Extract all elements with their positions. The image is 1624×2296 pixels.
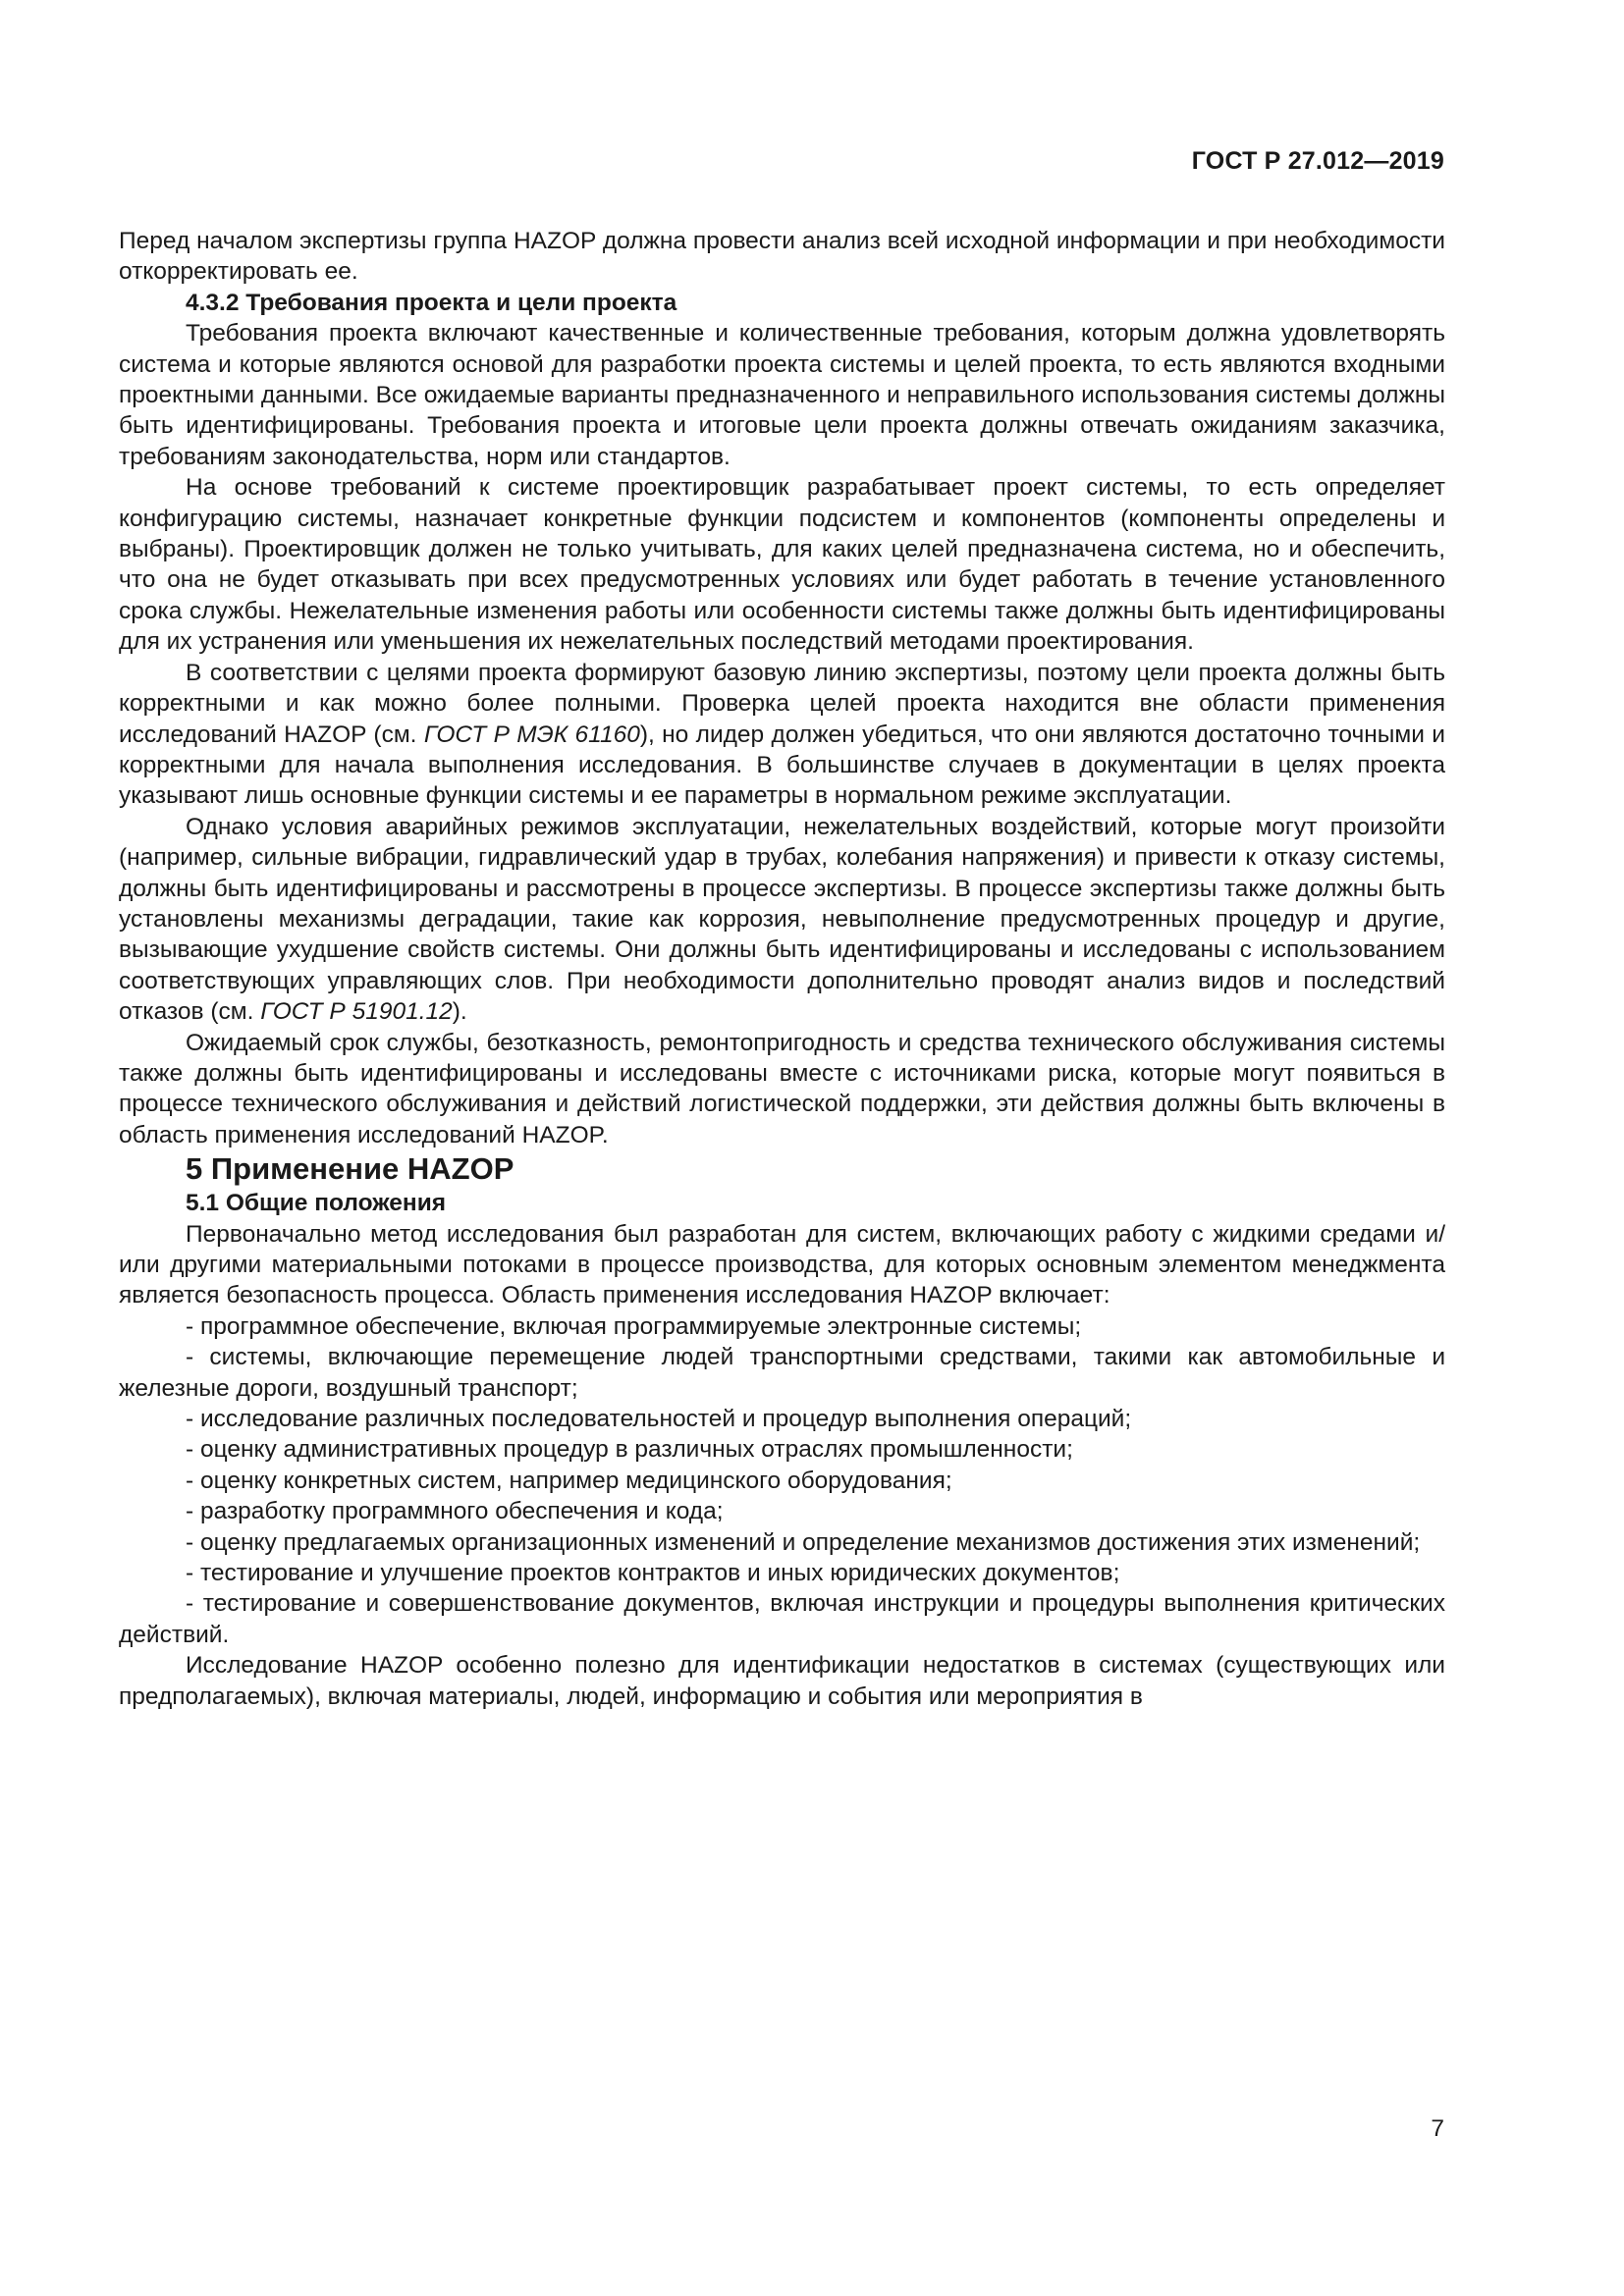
list-item: - оценку конкретных систем, например медицинского оборудования;: [186, 1467, 952, 1494]
list-item: - системы, включающие перемещение людей транспортными средствами, такими как автомобильные и железные дороги, воздушный транспорт;: [119, 1344, 1445, 1402]
intro-paragraph: Перед началом экспертизы группа HAZOP должна провести анализ всей исходной информации и при необходимости откорректировать ее.: [119, 228, 1445, 286]
paragraph-text: ).: [452, 998, 467, 1026]
standard-number: ГОСТ Р 27.012—2019: [1191, 147, 1444, 175]
paragraph: Исследование HAZOP особенно полезно для идентификации недостатков в системах (существующих или предполагаемых), включая материалы, людей, информацию и события или мероприятия в: [119, 1652, 1445, 1710]
list-item: - программное обеспечение, включая программируемые электронные системы;: [186, 1312, 1082, 1340]
paragraph: На основе требований к системе проектировщик разрабатывает проект системы, то есть определяет конфигурацию системы, назначает конкретные функции подсистем и компонентов (компоненты определены и выбраны). Проектировщик должен не только учитывать, для каких целей предназначена система, но и обеспечить, что она не будет отказывать при всех предусмотренных условиях или будет работать в течение установленного срока службы. Нежелательные изменения работы или особенности системы также должны быть идентифицированы для их устранения или уменьшения их нежелательных последствий методами проектирования.: [119, 474, 1445, 656]
paragraph: Ожидаемый срок службы, безотказность, ремонтопригодность и средства технического обслуживания системы также должны быть идентифицированы и исследованы вместе с источниками риска, которые могут появиться в процессе технического обслуживания и действий логистической поддержки, эти действия должны быть включены в область применения исследований HAZOP.: [119, 1029, 1445, 1148]
paragraph-text: ), но лидер должен убедиться, что они являются достаточно точными и корректными для начала выполнения исследования. В большинстве случаев в документации в целях проекта указывают лишь основные функции системы и ее параметры в нормальном режиме эксплуатации.: [119, 721, 1445, 810]
subsection-heading-4-3-2: 4.3.2 Требования проекта и цели проекта: [186, 289, 677, 316]
standard-reference: ГОСТ Р 51901.12: [260, 998, 453, 1026]
paragraph: [119, 658, 1445, 812]
paragraph: [119, 812, 1445, 1028]
subsection-heading-5-1: 5.1 Общие положения: [186, 1190, 447, 1217]
list-item: - разработку программного обеспечения и кода;: [186, 1498, 724, 1525]
standard-reference: ГОСТ Р МЭК 61160: [423, 721, 640, 748]
page-number: 7: [1431, 2115, 1444, 2142]
page-content: [119, 226, 1445, 1712]
paragraph-text: Однако условия аварийных режимов эксплуатации, нежелательных воздействий, которые могут произойти (например, сильные вибрации, гидравлический удар в трубах, колебания напряжения) и привести к отказу системы, должны быть идентифицированы и рассмотрены в процессе экспертизы. В процессе экспертизы также должны быть установлены механизмы деградации, такие как коррозия, невыполнение предусмотренных процедур и другие, вызывающие ухудшение свойств системы. Они должны быть идентифицированы и исследованы с использованием соответствующих управляющих слов. При необходимости дополнительно проводят анализ видов и последствий отказов (см.: [119, 813, 1445, 1026]
list-item: - оценку предлагаемых организационных изменений и определение механизмов достижения этих изменений;: [186, 1528, 1421, 1556]
list-item: - тестирование и улучшение проектов контрактов и иных юридических документов;: [186, 1560, 1120, 1587]
list-item: - тестирование и совершенствование документов, включая инструкции и процедуры выполнения критических действий.: [119, 1590, 1445, 1648]
section-heading-5: 5 Применение HAZOP: [186, 1151, 514, 1187]
list-item: - оценку административных процедур в различных отраслях промышленности;: [186, 1436, 1073, 1464]
list-item: - исследование различных последовательностей и процедур выполнения операций;: [186, 1406, 1132, 1433]
paragraph: Первоначально метод исследования был разработан для систем, включающих работу с жидкими средами и/или другими материальными потоками в процессе производства, для которых основным элементом менеджмента является безопасность процесса. Область применения исследования HAZOP включает:: [119, 1220, 1445, 1309]
paragraph: Требования проекта включают качественные и количественные требования, которым должна удовлетворять система и которые являются основой для разработки проекта системы и целей проекта, то есть являются входными проектными данными. Все ожидаемые варианты предназначенного и неправильного использования системы должны быть идентифицированы. Требования проекта и итоговые цели проекта должны отвечать ожиданиям заказчика, требованиям законодательства, норм или стандартов.: [119, 320, 1445, 470]
paragraph-text: В соответствии с целями проекта формируют базовую линию экспертизы, поэтому цели проекта должны быть корректными и как можно более полными. Проверка целей проекта находится вне области применения исследований HAZOP (см.: [119, 659, 1445, 748]
